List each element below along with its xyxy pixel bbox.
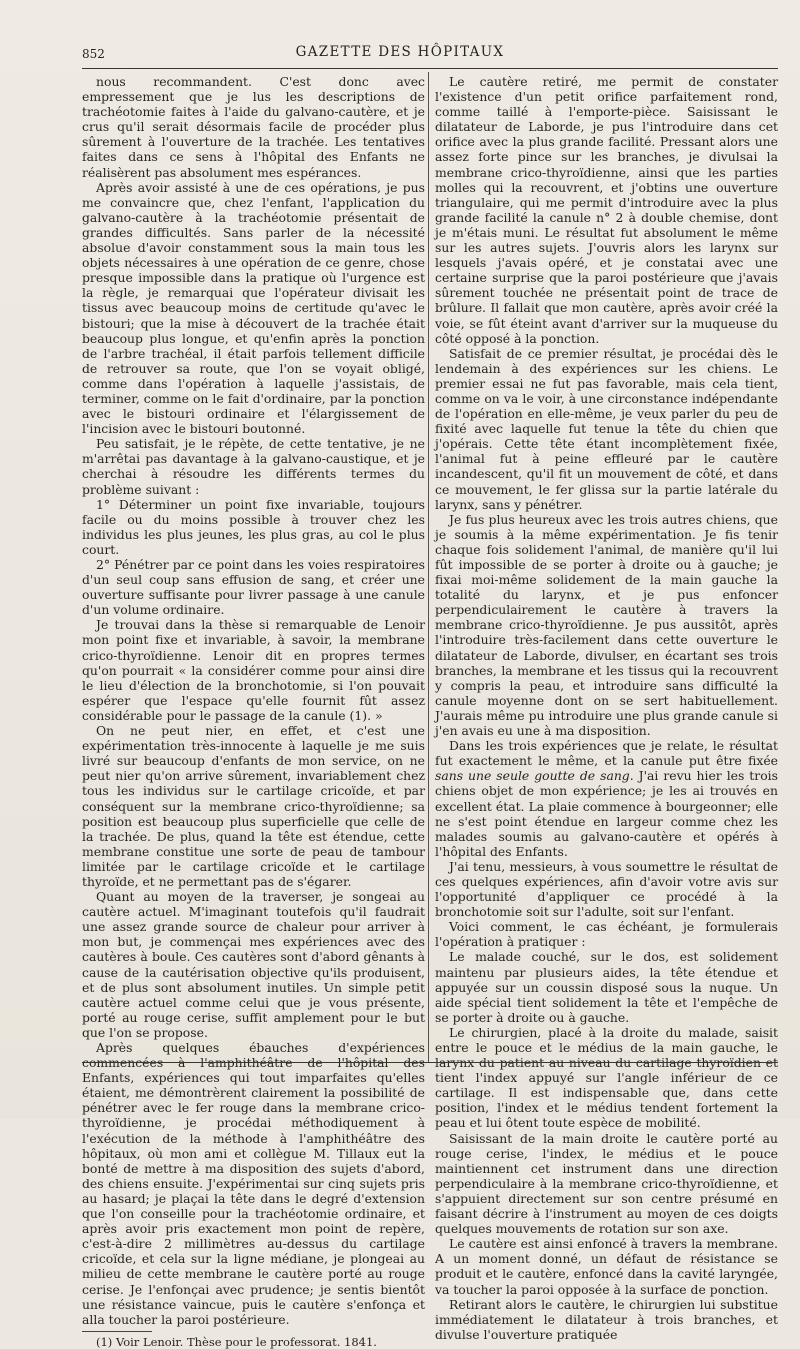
paragraph: Satisfait de ce premier résultat, je procédai dès le lendemain à des expériences sur les chiens. Le premier essai ne fut pas favorable, mais cela tient, comme on va le voir, à une circonstance indépendante de l'opération en elle-même, je veux parler du peu de fixité avec laquelle fut tenue la tête du chien que j'opérais. Cette tête étant incomplètement fixée, l'animal fut à peine effleuré par le cautère incandescent, qu'il fit un mouvement de côté, et dans ce mouvement, le fer glissa sur la partie latérale du larynx, sans y pénétrer. xyxy=(435,345,778,512)
paragraph: On ne peut nier, en effet, et c'est une expérimentation très-innocente à laquelle je me suis livré sur beaucoup d'enfants de mon service, on ne peut nier qu'on arrive sûrement, invariablement chez tous les individus sur le cartilage cricoïde, et par conséquent sur la membrane crico-thyroïdienne; sa position est beaucoup plus superficielle que celle de la trachée. De plus, quand la tête est étendue, cette membrane constitue une sorte de peau de tambour limitée par le cartilage cricoïde et le cartilage thyroïde, et ne permettant pas de s'égarer. xyxy=(82,723,425,889)
paragraph: J'ai tenu, messieurs, à vous soumettre le résultat de ces quelques expériences, afin d'avoir votre avis sur l'opportunité d'appliquer ce procédé à la bronchotomie soit sur l'adulte, soit sur l'enfant. xyxy=(435,858,778,920)
paragraph: Le cautère est ainsi enfoncé à travers la membrane. A un moment donné, un défaut de résistance se produit et le cautère, enfoncé dans la cavité laryngée, va toucher la paroi opposée à la surface de ponction. xyxy=(435,1236,778,1297)
paragraph xyxy=(435,738,778,859)
list-item: 2° Pénétrer par ce point dans les voies respiratoires d'un seul coup sans effusion de sang, et créer une ouverture suffisante pour livrer passage à une canule d'un volume ordinaire. xyxy=(82,557,425,618)
paragraph: nous recommandent. C'est donc avec empressement que je lus les descriptions de trachéotomie faites à l'aide du galvano-cautère, et je crus qu'il serait désormais facile de procéder plus sûrement à l'ouverture de la trachée. Les tentatives faites dans ce sens à l'hôpital des Enfants ne réalisèrent pas absolument mes espérances. xyxy=(82,74,425,180)
left-column xyxy=(82,74,425,1349)
right-column xyxy=(435,74,778,1342)
paragraph: Le chirurgien, placé à la droite du malade, saisit entre le pouce et le médius de la main gauche, le larynx du patient au niveau du cartilage thyroïdien et tient l'index appuyé sur l'angle inférieur de ce cartilage. Il est indispensable que, dans cette position, l'index et le médius tendent fortement la peau et lui ôtent toute espèce de mobilité. xyxy=(435,1024,778,1131)
paragraph-text: Dans les trois expériences que je relate, le résultat fut exactement le même, et la canule put être fixée xyxy=(435,738,778,769)
paragraph: Voici comment, le cas échéant, je formulerais l'opération à pratiquer : xyxy=(435,919,778,950)
paragraph: Peu satisfait, je le répète, de cette tentative, je ne m'arrêtai pas davantage à la galvano-caustique, et je cherchai à résoudre les différents termes du problème suivant : xyxy=(82,436,425,497)
paragraph: Retirant alors le cautère, le chirurgien lui substitue immédiatement le dilatateur à trois branches, et divulse l'ouverture pratiquée xyxy=(435,1296,778,1342)
paragraph: Saisissant de la main droite le cautère porté au rouge cerise, l'index, le médius et le pouce maintiennent cet instrument dans une direction perpendiculaire à la membrane crico-thyroïdienne, et s'appuient directement sur son centre présumé en faisant décrire à l'instrument au moyen de ces doigts quelques mouvements de rotation sur son axe. xyxy=(435,1130,778,1237)
paragraph: Le malade couché, sur le dos, est solidement maintenu par plusieurs aides, la tête étendue et appuyée sur un coussin disposé sous la nuque. Un aide spécial tient solidement la tête et l'empêche de se porter à droite ou à gauche. xyxy=(435,949,778,1025)
paragraph: Après avoir assisté à une de ces opérations, je pus me convaincre que, chez l'enfant, l'application du galvano-cautère à la trachéotomie présentait de grandes difficultés. Sans parler de la nécessité absolue d'avoir constamment sous la main tous les objets nécessaires à une opération de ce genre, chose presque impossible dans la pratique où l'urgence est la règle, je remarquai que l'opérateur divisait les tissus avec beaucoup moins de certitude qu'avec le bistouri; que la mise à découvert de la trachée était beaucoup plus longue, et qu'enfin après la ponction de l'arbre trachéal, il était parfois tellement difficile de retrouver sa route, que l'on se voyait obligé, comme dans l'opération à laquelle j'assistais, de terminer, comme on le fait d'ordinaire, par la ponction avec le bistouri ordinaire et l'élargissement de l'incision avec le bistouri boutonné. xyxy=(82,179,425,437)
footer-rule xyxy=(82,1062,778,1063)
footnote: (1) Voir Lenoir. Thèse pour le professorat. 1841. xyxy=(96,1334,377,1349)
paragraph: Le cautère retiré, me permit de constater l'existence d'un petit orifice parfaitement rond, comme taillé à l'emporte-pièce. Saisissant le dilatateur de Laborde, je pus l'introduire dans cet orifice avec la plus grande facilité. Pressant alors une assez forte pince sur les branches, je divulsai la membrane crico-thyroïdienne, ainsi que les parties molles qui la recouvrent, et j'obtins une ouverture triangulaire, qui me permit d'introduire avec la plus grande facilité la canule n° 2 à double chemise, dont je m'étais muni. Le résultat fut absolument le même sur les autres sujets. J'ouvris alors les larynx sur lesquels j'avais opéré, et je constatai avec une certaine surprise que la paroi postérieure que j'avais sûrement touchée ne présentait point de trace de brûlure. Il fallait que mon cautère, après avoir créé la voie, se fût éteint avant d'arriver sur la muqueuse du côté opposé à la ponction. xyxy=(435,74,778,346)
column-divider xyxy=(428,72,429,1062)
running-title: GAZETTE DES HÔPITAUX xyxy=(295,44,505,60)
header-rule xyxy=(82,68,778,69)
page-number: 852 xyxy=(82,47,105,61)
paragraph: Quant au moyen de la traverser, je songeai au cautère actuel. M'imaginant toutefois qu'il faudrait une assez grande source de chaleur pour arriver à mon but, je commençai mes expériences avec des cautères à boule. Ces cautères sont d'abord gênants à cause de la cautérisation objective qu'ils produisent, et de plus sont absolument inutiles. Un simple petit cautère actuel comme celui que je vous présente, porté au rouge cerise, suffit amplement pour le but que l'on se propose. xyxy=(82,889,425,1040)
footnote-rule xyxy=(82,1331,152,1332)
paragraph-text: . J'ai revu hier les trois chiens objet de mon expérience; je les ai trouvés en excellent état. La plaie commence à bourgeonner; elle ne s'est point étendue en largeur comme chez les malades soumis au galvano-cautère et opérés à l'hôpital des Enfants. xyxy=(435,768,778,859)
list-item: 1° Déterminer un point fixe invariable, toujours facile ou du moins possible à trouver chez les individus les plus jeunes, les plus gras, au col le plus court. xyxy=(82,496,425,557)
paragraph: Je fus plus heureux avec les trois autres chiens, que je soumis à la même expérimentation. Je fis tenir chaque fois solidement l'animal, de manière qu'il lui fût impossible de se porter à droite ou à gauche; je fixai moi-même solidement de la main gauche la totalité du larynx, et je pus enfoncer perpendiculairement le cautère à travers la membrane crico-thyroïdienne. Je pus aussitôt, après l'introduire très-facilement dans cette ouverture le dilatateur de Laborde, divulser, en écartant ses trois branches, la membrane et les tissus qui la recouvrent y compris la peau, et introduire sans difficulté la canule moyenne dont on se sert habituellement. J'aurais même pu introduire une plus grande canule si j'en avais eu une à ma disposition. xyxy=(435,511,778,739)
paragraph: Je trouvai dans la thèse si remarquable de Lenoir mon point fixe et invariable, à savoir, la membrane crico-thyroïdienne. Lenoir dit en propres termes qu'on pourrait « la considérer comme pour ainsi dire le lieu d'élection de la bronchotomie, si l'on pouvait espérer que l'espace qu'elle fournit fût assez considérable pour le passage de la canule (1). » xyxy=(82,617,425,723)
paragraph: Après quelques ébauches d'expériences commencées à l'amphithéâtre de l'hôpital des Enfants, expériences qui tout imparfaites qu'elles étaient, me démontrèrent clairement la possibilité de pénétrer avec le fer rouge dans la membrane crico-thyroïdienne, je procédai méthodiquement à l'exécution de la méthode à l'amphithéâtre des hôpitaux, où mon ami et collègue M. Tillaux eut la bonté de mettre à ma disposition des sujets d'abord, des chiens ensuite. J'expérimentai sur cinq sujets pris au hasard; je plaçai la tête dans le degré d'extension que l'on conseille pour la trachéotomie ordinaire, et après avoir pris exactement mon point de repère, c'est-à-dire 2 millimètres au-dessus du cartilage cricoïde, et cela sur la ligne médiane, je plongeai au milieu de cette membrane le cautère porté au rouge cerise. Je l'enfonçai avec prudence; je sentis bientôt une résistance vaincue, puis le cautère s'enfonça et alla toucher la paroi postérieure. xyxy=(82,1040,425,1327)
emphasis: sans une seule goutte de sang xyxy=(435,768,630,784)
